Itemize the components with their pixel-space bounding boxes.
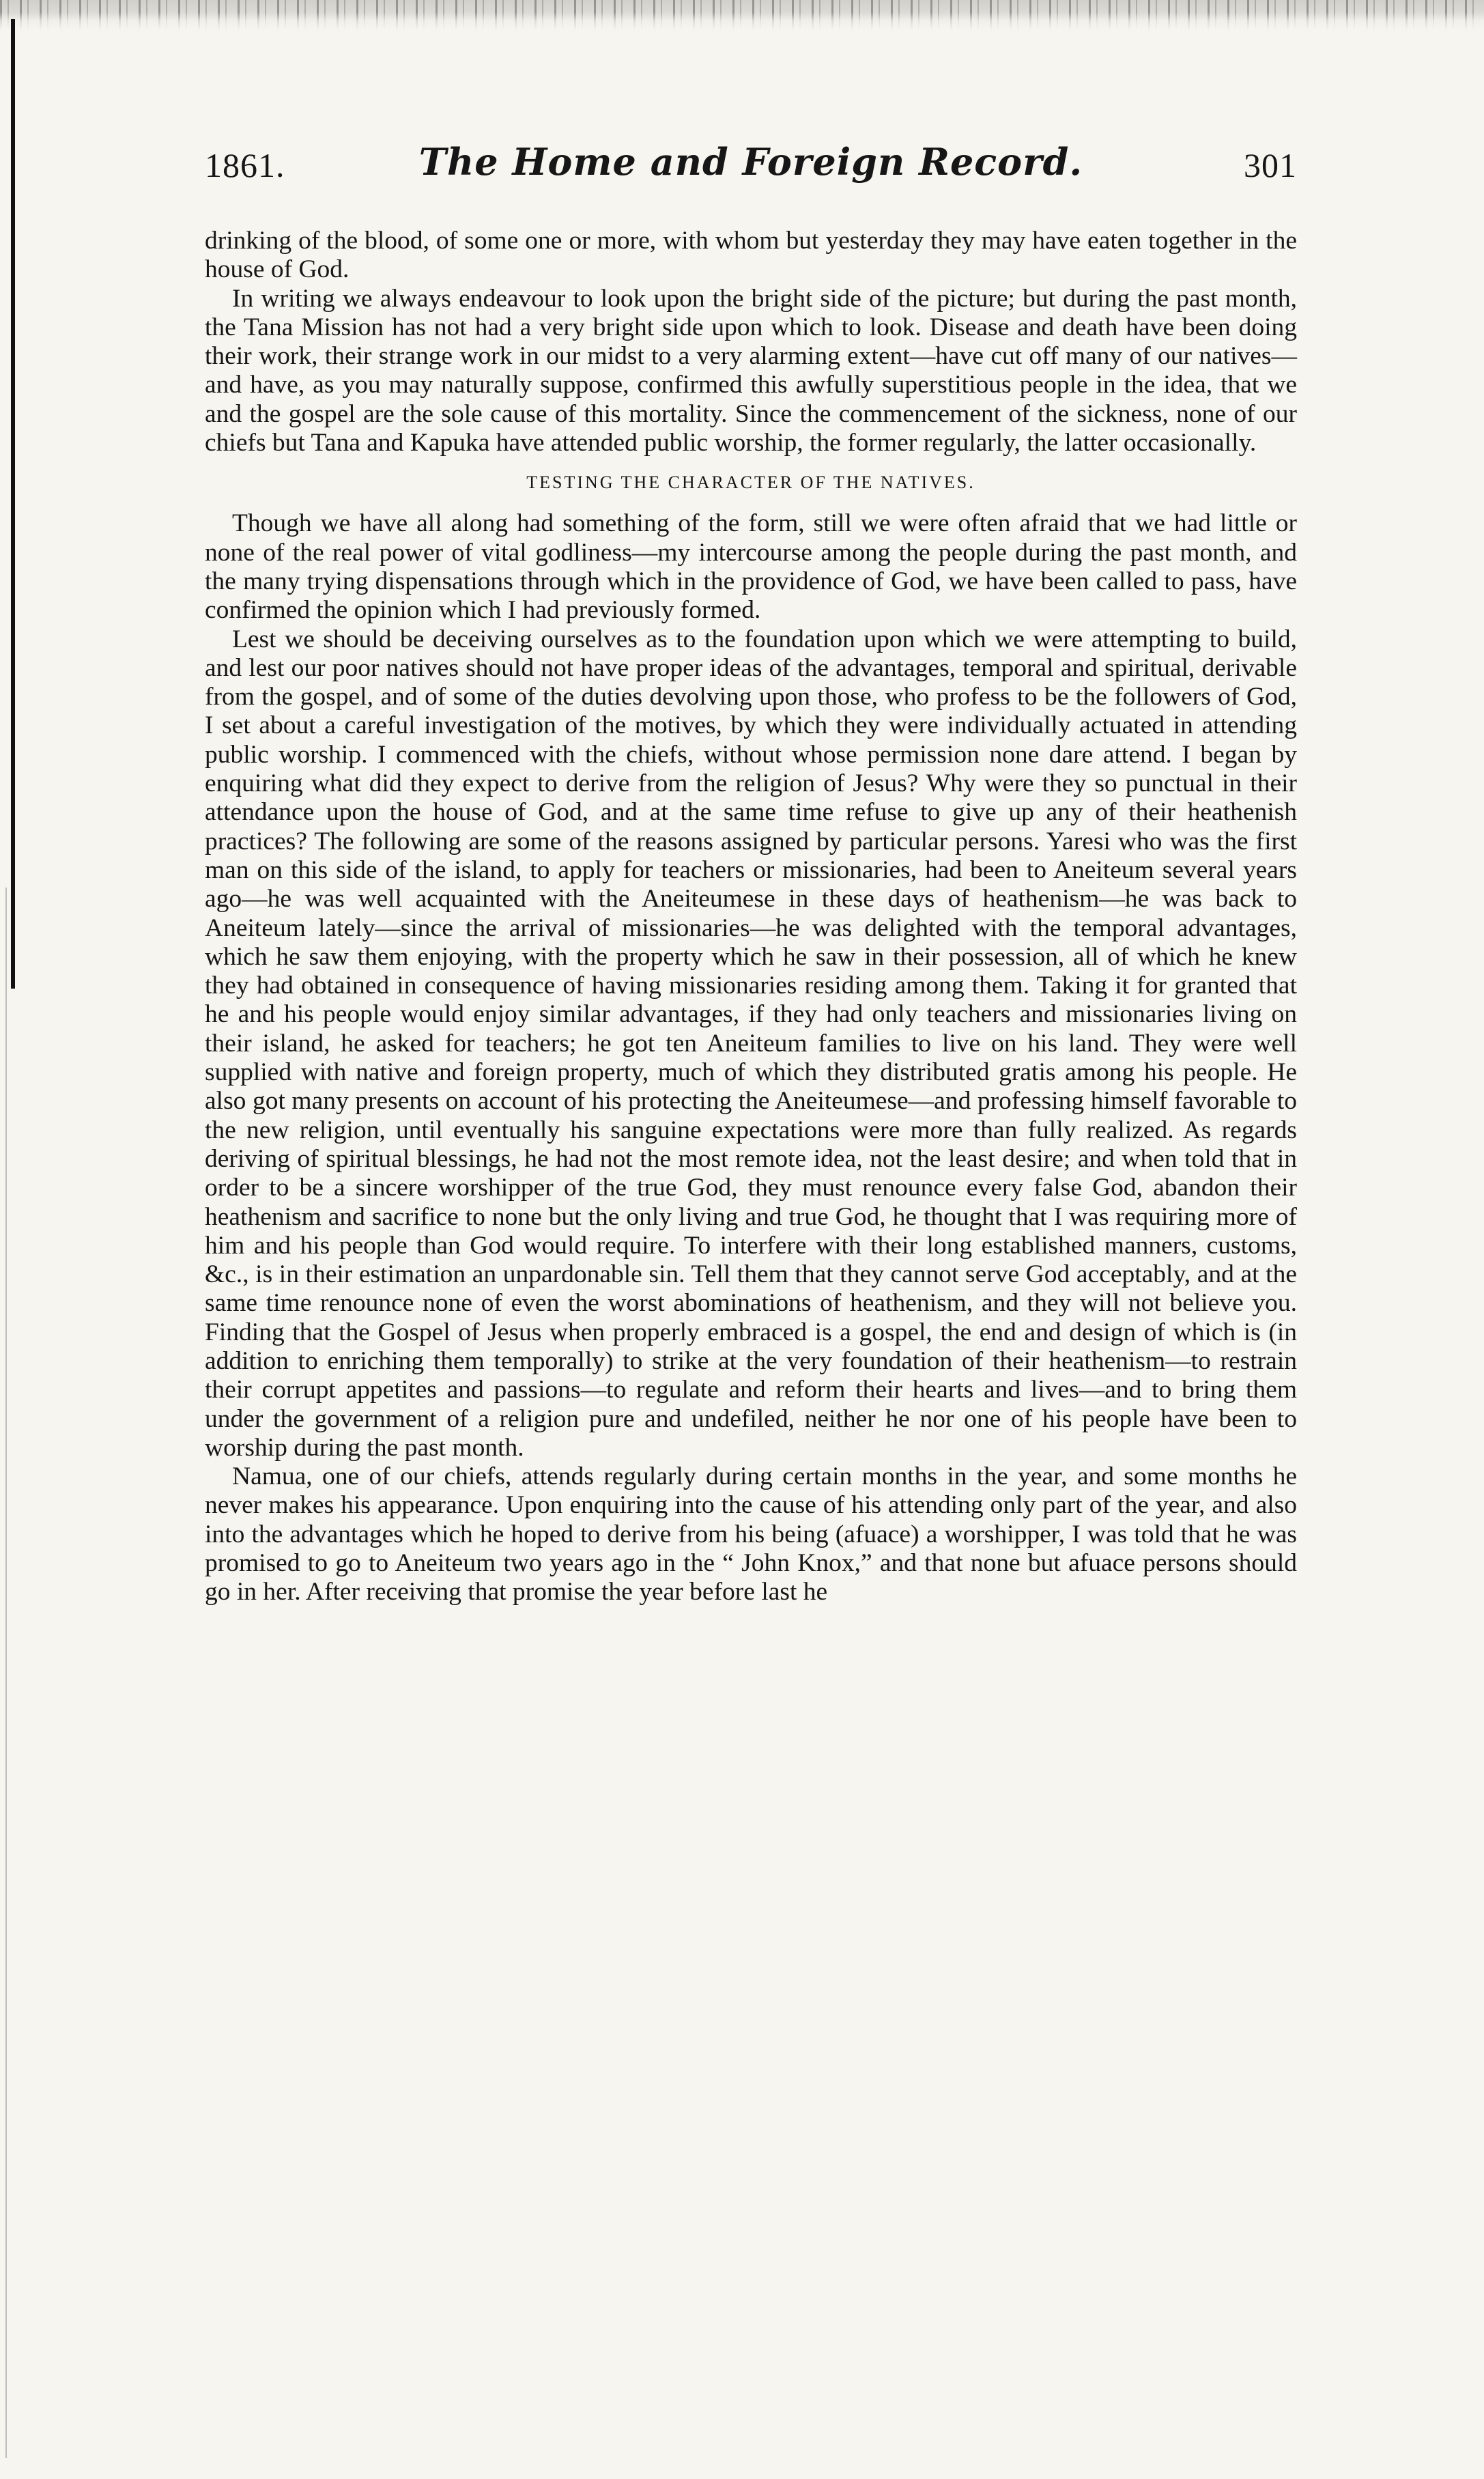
running-header: [205, 140, 1297, 201]
paragraph: Namua, one of our chiefs, attends regularly during certain months in the year, and some months he never makes his appearance. Upon enquiring into the cause of his attending only part of the year, and also into the advantages which he hoped to derive from his being (afuace) a worshipper, I was told that he was promised to go to Aneiteum two years ago in the “ John Knox,” and that none but afuace persons should go in her. After receiving that promise the year before last he: [205, 1462, 1297, 1606]
article-body: [205, 227, 1297, 1607]
page-number: 301: [1244, 146, 1297, 184]
running-title: The Home and Foreign Record.: [418, 140, 1083, 184]
binding-edge-line-faint: [5, 888, 7, 2458]
paragraph: Though we have all along had something of the form, still we were often afraid that we had little or none of the real power of vital godliness—my intercourse among the people during the past month, and the many trying dispensations through which in the providence of God, we have been called to pass, have confirmed the opinion which I had previously formed.: [205, 509, 1297, 625]
section-heading: TESTING THE CHARACTER OF THE NATIVES.: [526, 472, 975, 493]
binding-edge-line: [11, 19, 15, 989]
paragraph: drinking of the blood, of some one or more, with whom but yesterday they may have eaten together in the house of God.: [205, 227, 1297, 284]
scan-top-edge: [0, 0, 1484, 48]
paragraph: Lest we should be deceiving ourselves as to the foundation upon which we were attempting to build, and lest our poor natives should not have proper ideas of the advantages, temporal and spiritual, derivable from the gospel, and of some of the duties devolving upon those, who profess to be the followers of God, I set about a careful investigation of the motives, by which they were individually actuated in attending public worship. I commenced with the chiefs, without whose permission none dare attend. I began by enquiring what did they expect to derive from the religion of Jesus? Why were they so punctual in their attendance upon the house of God, and at the same time refuse to give up any of their heathenish practices? The following are some of the reasons assigned by particular persons. Yaresi who was the first man on this side of the island, to apply for teachers or missionaries, had been to Aneiteum several years ago—he was well acquainted with the Aneiteumese in these days of heathenism—he was back to Aneiteum lately—since the arrival of missionaries—he was delighted with the temporal advantages, which he saw them enjoying, with the property which he saw in their possession, all of which he knew they had obtained in consequence of having missionaries residing among them. Taking it for granted that he and his people would enjoy similar advantages, if they had only teachers and missionaries living on their island, he asked for teachers; he got ten Aneiteum families to live on his land. They were well supplied with native and foreign property, much of which they distributed gratis among his people. He also got many presents on account of his protecting the Aneiteumese—and professing himself favorable to the new religion, until eventually his sanguine expectations were more than fully realized. As regards deriving of spiritual blessings, he had not the most remote idea, not the least desire; and when told that in order to be a sincere worshipper of the true God, they must renounce every false God, abandon their heathenism and sacrifice to none but the only living and true God, he thought that I was requiring more of him and his people than God would require. To interfere with their long established manners, customs, &c., is in their estimation an unpardonable sin. Tell them that they cannot serve God acceptably, and at the same time renounce none of even the worst abominations of heathenism, and they will not believe you. Finding that the Gospel of Jesus when properly embraced is a gospel, the end and design of which is (in addition to enriching them temporally) to strike at the very foundation of their heathenism—to restrain their corrupt appetites and passions—to regulate and reform their hearts and lives—and to bring them under the government of a religion pure and undefiled, neither he nor one of his people have been to worship during the past month.: [205, 625, 1297, 1462]
header-year: 1861.: [205, 146, 285, 184]
paragraph: In writing we always endeavour to look upon the bright side of the picture; but during the past month, the Tana Mission has not had a very bright side upon which to look. Disease and death have been doing their work, their strange work in our midst to a very alarming extent—have cut off many of our natives—and have, as you may naturally suppose, confirmed this awfully superstitious people in the idea, that we and the gospel are the sole cause of this mortality. Since the commencement of the sickness, none of our chiefs but Tana and Kapuka have attended public worship, the former regularly, the latter occasionally.: [205, 284, 1297, 457]
